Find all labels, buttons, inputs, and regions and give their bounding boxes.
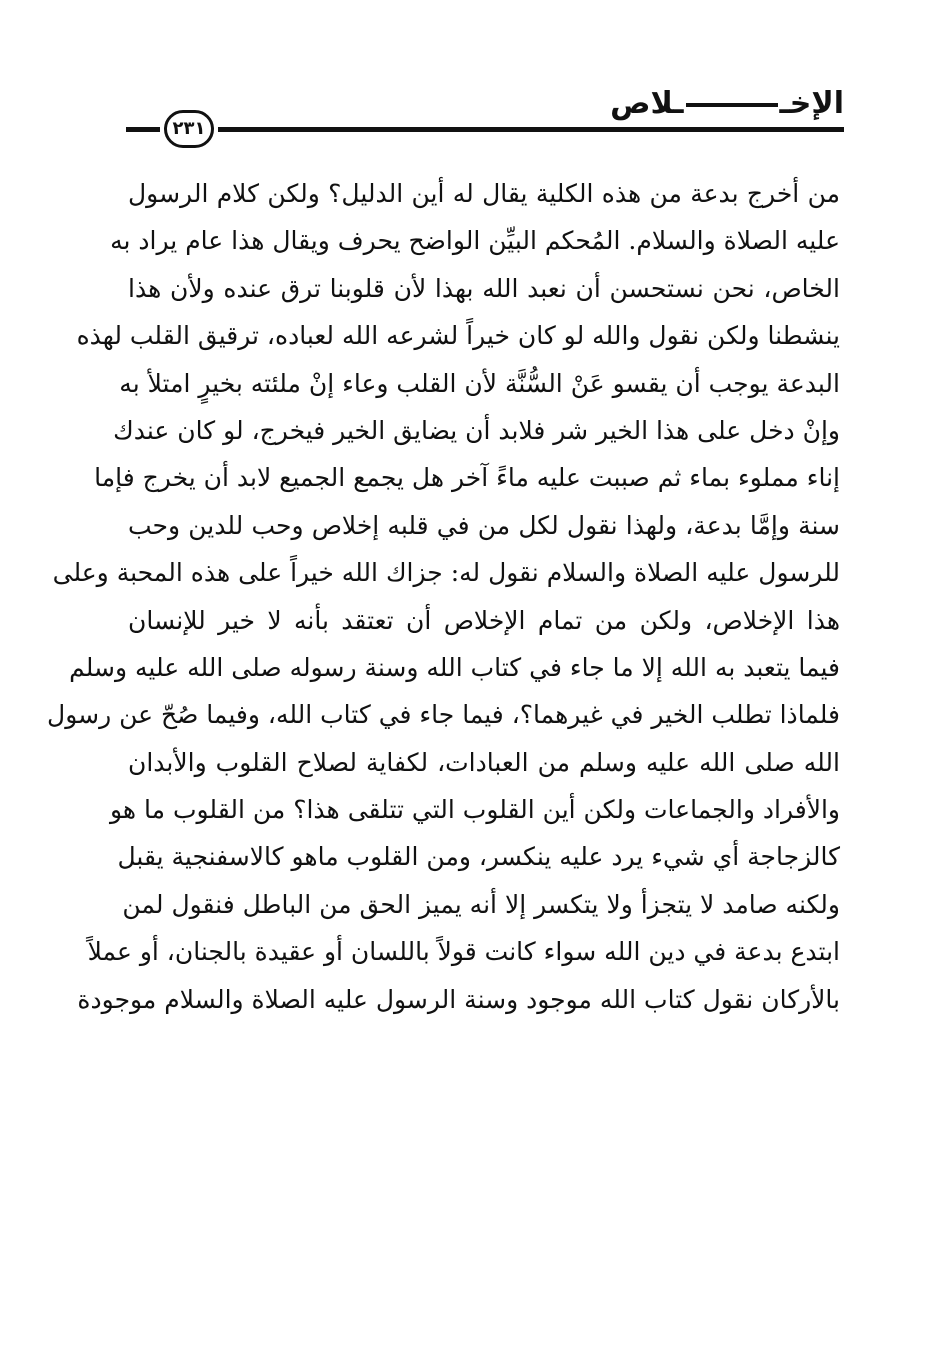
text-line: إناء مملوء بماء ثم صببت عليه ماءً آخر هل يجمع الجميع لابد أن يخرج فإما bbox=[94, 463, 840, 493]
text-line: والأفراد والجماعات ولكن أين القلوب التي تتلقى هذا؟ من القلوب ما هو bbox=[109, 795, 840, 825]
text-line: كالزجاجة أي شيء يرد عليه ينكسر، ومن القلوب ماهو كالاسفنجية يقبل bbox=[117, 842, 840, 872]
page-header bbox=[126, 86, 844, 148]
page-number: ٢٣١ bbox=[172, 118, 206, 139]
body-text bbox=[47, 170, 840, 1023]
text-line: ابتدع بدعة في دين الله سواء كانت قولاً باللسان أو عقيدة بالجنان، أو عملاً bbox=[87, 937, 840, 967]
text-line: عليه الصلاة والسلام. المُحكم البيِّن الواضح يحرف ويقال هذا عام يراد به bbox=[110, 226, 840, 256]
header-rule bbox=[218, 127, 844, 132]
text-line: ينشطنا ولكن نقول والله لو كان خيراً لشرعه الله لعباده، ترقيق القلب لهذه bbox=[76, 321, 840, 351]
running-title bbox=[610, 86, 844, 122]
text-line: للرسول عليه الصلاة والسلام نقول له: جزاك الله خيراً على هذه المحبة وعلى bbox=[52, 558, 840, 588]
text-line: ولكنه صامد لا يتجزأ ولا يتكسر إلا أنه يميز الحق من الباطل فنقول لمن bbox=[122, 889, 840, 919]
text-line: فيما يتعبد به الله إلا ما جاء في كتاب الله وسنة رسوله صلى الله عليه وسلم bbox=[69, 652, 840, 682]
text-line: الخاص، نحن نستحسن أن نعبد الله بهذا لأن قلوبنا ترق عنده ولأن هذا bbox=[128, 273, 840, 303]
text-line: الله صلى الله عليه وسلم من العبادات، لكفاية لصلاح القلوب والأبدان bbox=[128, 747, 840, 777]
text-line: بالأركان نقول كتاب الله موجود وسنة الرسول عليه الصلاة والسلام موجودة bbox=[77, 984, 840, 1014]
text-line: فلماذا تطلب الخير في غيرهما؟، فيما جاء في كتاب الله، وفيما صُحّ عن رسول bbox=[47, 700, 840, 730]
text-line: هذا الإخلاص، ولكن من تمام الإخلاص أن تعتقد بأنه لا خير للإنسان bbox=[128, 605, 840, 635]
running-title-end: ـلاص bbox=[610, 86, 684, 121]
text-line: وإنْ دخل على هذا الخير شر فلابد أن يضايق الخير فيخرج، لو كان عندك bbox=[113, 415, 840, 445]
running-title-start: الإخـ bbox=[779, 86, 844, 121]
header-rule-left-segment bbox=[126, 127, 160, 132]
kashida-stroke bbox=[686, 103, 778, 107]
text-line: البدعة يوجب أن يقسو عَنْ السُّنَّة لأن القلب وعاء إنْ ملئته بخيرٍ امتلأ به bbox=[119, 368, 840, 398]
text-line: سنة وإمَّا بدعة، ولهذا نقول لكل من في قلبه إخلاص وحب للدين وحب bbox=[128, 510, 840, 540]
text-line: من أخرج بدعة من هذه الكلية يقال له أين الدليل؟ ولكن كلام الرسول bbox=[128, 179, 840, 208]
page-number-badge bbox=[164, 110, 214, 148]
